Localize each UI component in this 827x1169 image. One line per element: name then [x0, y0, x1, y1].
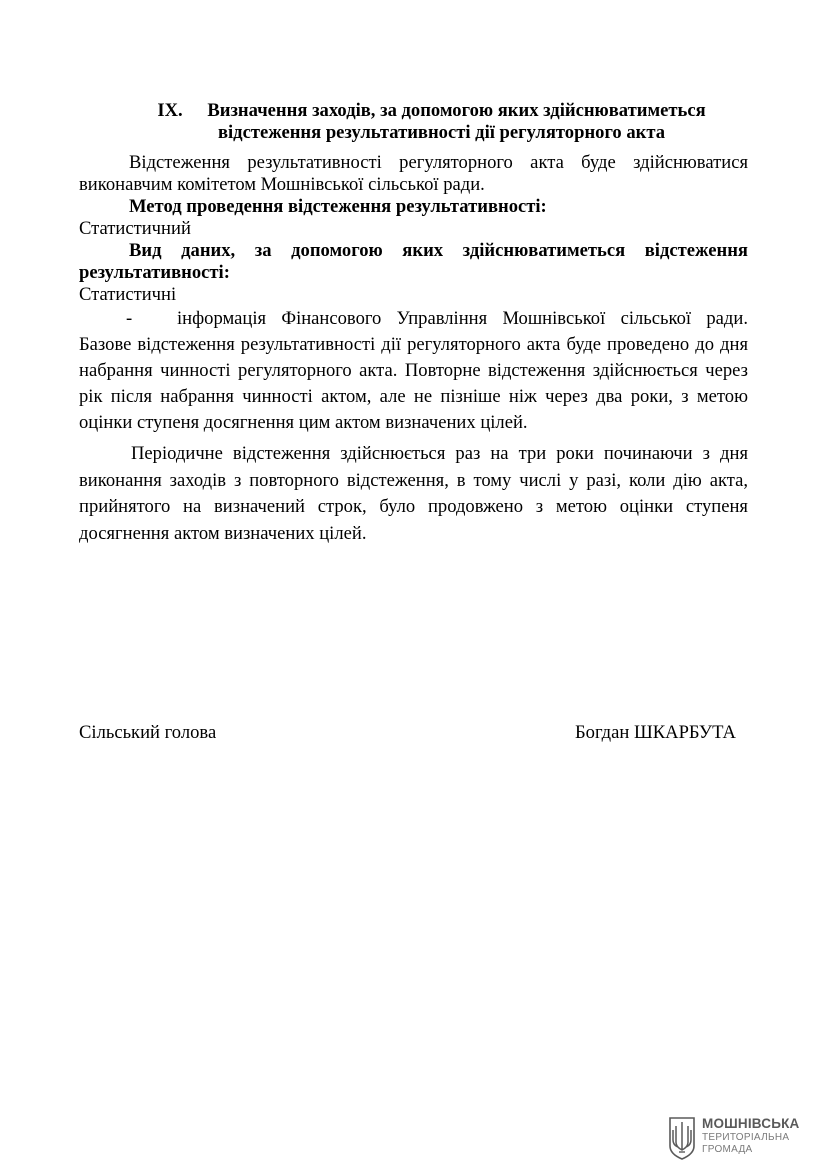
logo-title: МОШНІВСЬКА — [702, 1116, 800, 1131]
section-title-line1: Визначення заходів, за допомогою яких здійснюватиметься — [207, 100, 706, 121]
section-heading-line1 — [79, 100, 748, 122]
section-title-line2: відстеження результативності дії регуляторного акта — [217, 122, 666, 143]
method-value: Статистичний — [79, 218, 191, 239]
data-kind-value: Статистичні — [79, 284, 177, 305]
signature-position: Сільський голова — [79, 722, 217, 743]
document-body — [79, 100, 748, 547]
baseline-text: Базове відстеження результативності дії регуляторного акта буде проведено до дня набрання чинності регуляторного акта. Повторне відстеження здійснюється через рік після набрання чинності актом, але не пізніше ніж через два роки, з метою оцінки ступеня досягнення цим актом визначених цілей. — [79, 334, 748, 433]
data-kind-heading: Вид даних, за допомогою яких здійснюватиметься відстеження результативності: — [79, 240, 748, 283]
method-heading: Метод проведення відстеження результативності: — [129, 196, 547, 217]
section-number: IX. — [157, 100, 183, 121]
info-bullet-paragraph — [79, 306, 748, 436]
trident-icon — [668, 1116, 696, 1160]
intro-paragraph: Відстеження результативності регуляторного акта буде здійснюватися виконавчим комітетом Мошнівської сільської ради. — [79, 152, 748, 195]
periodic-paragraph: Періодичне відстеження здійснюється раз на три роки починаючи з дня виконання заходів з повторного відстеження, в тому числі у разі, коли дію акта, прийнятого на визначений строк, було продовжено з метою оцінки ступеня досягнення актом визначених цілей. — [79, 443, 748, 544]
signature-name: Богдан ШКАРБУТА — [575, 722, 736, 743]
bullet-dash: - — [126, 308, 133, 329]
logo-subtitle-1: ТЕРИТОРІАЛЬНА — [702, 1132, 790, 1143]
bullet-text: інформація Фінансового Управління Мошнівської сільської ради. — [177, 308, 748, 329]
logo-subtitle-2: ГРОМАДА — [702, 1144, 753, 1155]
section-heading — [79, 100, 748, 144]
community-logo — [668, 1114, 818, 1162]
